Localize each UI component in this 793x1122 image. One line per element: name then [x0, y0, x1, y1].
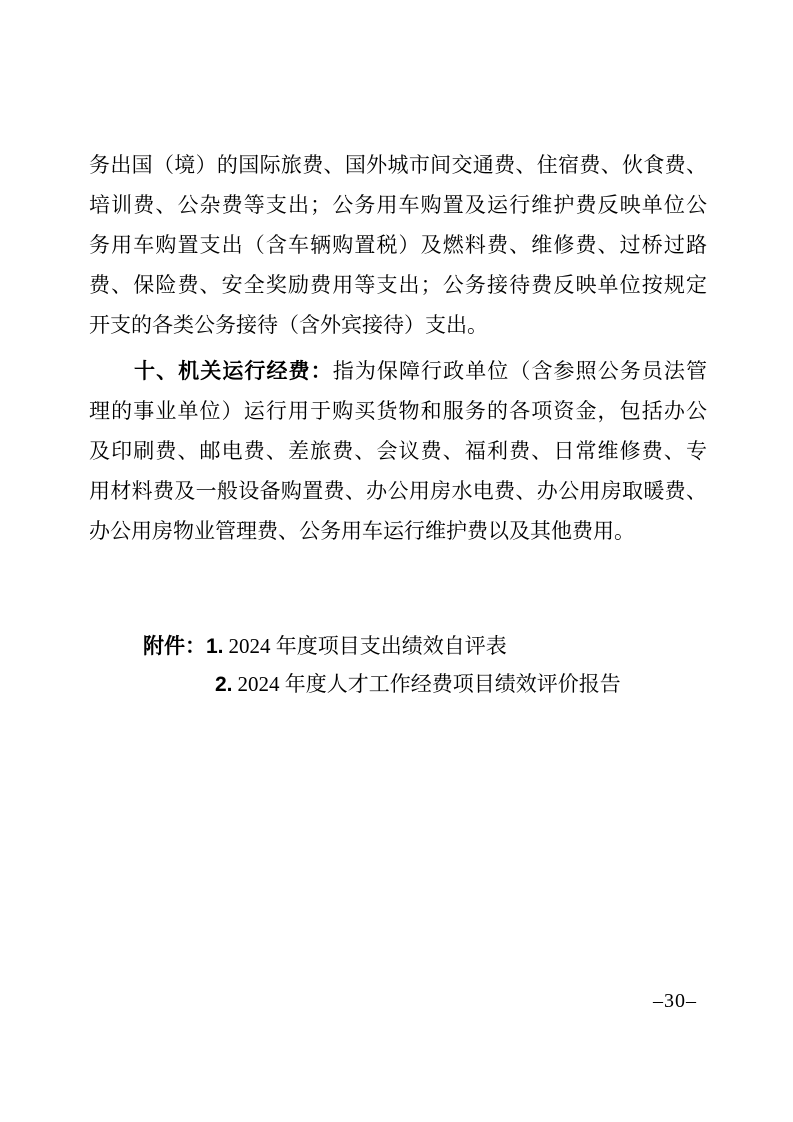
attachment-title: 2024 年度人才工作经费项目绩效评价报告 [237, 672, 621, 696]
body-line: 培训费、公杂费等支出；公务用车购置及运行维护费反映单位公 [89, 193, 707, 217]
page-number: –30– [653, 990, 697, 1012]
attachment-title: 2024 年度项目支出绩效自评表 [228, 634, 507, 658]
body-line: 费、保险费、安全奖励费用等支出；公务接待费反映单位按规定 [89, 273, 707, 297]
paragraph-expenses-continued [89, 145, 707, 345]
body-line: 务用车购置支出（含车辆购置税）及燃料费、维修费、过桥过路 [89, 233, 707, 257]
attachments-label: 附件： [143, 635, 206, 658]
body-line [89, 351, 707, 391]
body-line: 理的事业单位）运行用于购买货物和服务的各项资金，包括办公 [89, 399, 707, 423]
body-text-block [89, 145, 707, 703]
attachment-number: 2. [215, 673, 233, 696]
attachment-item [89, 665, 707, 703]
attachments-list [89, 627, 707, 703]
body-line-text: 指为保障行政单位（含参照公务员法管 [332, 359, 708, 383]
section-heading-lead: 十、机关运行经费： [134, 360, 333, 383]
attachment-number: 1. [206, 635, 224, 658]
body-line: 开支的各类公务接待（含外宾接待）支出。 [89, 313, 488, 337]
body-line: 用材料费及一般设备购置费、办公用房水电费、办公用房取暖费、 [89, 479, 707, 503]
body-line: 及印刷费、邮电费、差旅费、会议费、福利费、日常维修费、专 [89, 439, 707, 463]
body-line: 务出国（境）的国际旅费、国外城市间交通费、住宿费、伙食费、 [89, 153, 707, 177]
attachment-item [89, 627, 707, 665]
body-line: 办公用房物业管理费、公务用车运行维护费以及其他费用。 [89, 519, 635, 543]
paragraph-agency-operating-funds [89, 351, 707, 551]
